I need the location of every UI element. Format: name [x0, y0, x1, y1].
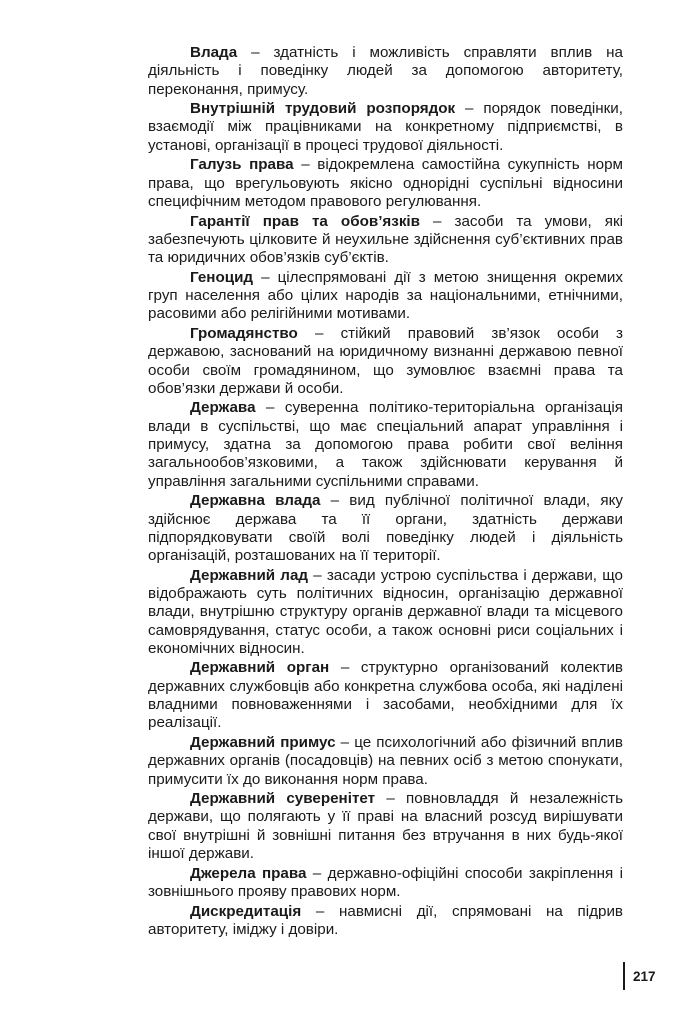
glossary-term: Держава [190, 399, 256, 417]
glossary-entry [148, 44, 623, 99]
glossary-entry [148, 269, 623, 324]
glossary-definition: – здатність і можливість справляти вплив на діяльність і поведінку людей за допомогою авторитету, переконання, примусу. [148, 44, 623, 98]
glossary-entry [148, 213, 623, 268]
footer-divider [623, 962, 625, 990]
glossary-entry [148, 567, 623, 658]
glossary-definition: – засади устрою суспільства і держави, що відображають суть політичних відносин, організацію державної влади, внутрішню структуру органів державної влади та місцевого самоврядування, статус особи, а також основні риси соціальних і економічних відносин. [148, 566, 623, 657]
glossary-entry [148, 734, 623, 789]
glossary-definition: – цілеспрямовані дії з метою знищення окремих груп населення або цілих народів за національними, етнічними, расовими або релігійними мотивами. [148, 268, 623, 323]
glossary-term: Дискредитація [190, 902, 302, 920]
glossary-definition: – відокремлена самостійна сукупність норм права, що врегульовують якісно однорідні суспільні відносини специфічним методом правового регулювання. [148, 156, 623, 210]
glossary-definition: – стійкий правовий зв’язок особи з державою, заснований на юридичному визнанні державою певної особи своїм громадянином, що зумовлює взаємні права та обов’язки держави й особи. [148, 324, 623, 397]
glossary-definition: – вид публічної політичної влади, яку здійснює держава та її органи, здатність держави підпорядковувати своїй волі поведінку людей і діяльність організацій, розташованих на її території. [148, 492, 623, 565]
glossary-term: Джерела права [190, 864, 307, 882]
glossary-entry [148, 100, 623, 155]
glossary-entry [148, 399, 623, 490]
glossary-entry [148, 325, 623, 398]
glossary-entry [148, 903, 623, 940]
glossary-definition: – суверенна політико-територіальна організація влади в суспільстві, що має спеціальний апарат управління і примусу, здатна за допомогою права робити свої веління загальнообов’язковими, а також здійснювати керування й управління загальними суспільними справами. [148, 399, 623, 490]
glossary-definition: – порядок поведінки, взаємодії між працівниками на конкретному підприємстві, в установі, організації в процесі трудової діяльності. [148, 100, 623, 154]
glossary-content [148, 44, 623, 940]
glossary-term: Гарантії прав та обов’язків [190, 212, 420, 230]
glossary-term: Державний примус [190, 733, 336, 751]
page-footer [623, 962, 656, 990]
glossary-term: Громадянство [190, 324, 298, 342]
glossary-definition: – навмисні дії, спрямовані на підрив авторитету, іміджу і довіри. [148, 902, 623, 938]
glossary-term: Галузь права [190, 156, 294, 174]
glossary-term: Державна влада [190, 492, 321, 510]
glossary-term: Державний лад [190, 566, 309, 584]
glossary-term: Влада [190, 44, 238, 61]
glossary-entry [148, 492, 623, 565]
glossary-term: Державний орган [190, 659, 330, 677]
glossary-term: Державний суверенітет [190, 790, 376, 808]
glossary-entry [148, 659, 623, 732]
glossary-definition: – засоби та умови, які забезпечують цілковите й неухильне здійснення суб’єктивних прав та юридичних обов’язків суб’єктів. [148, 212, 623, 267]
glossary-term: Внутрішній трудовий розпорядок [190, 100, 456, 118]
glossary-entry [148, 790, 623, 863]
glossary-term: Геноцид [190, 268, 254, 286]
glossary-definition: – структурно організований колектив державних службовців або конкретна службова особа, які наділені владними повноваженнями і засобами, необхідними для їх реалізації. [148, 659, 623, 732]
glossary-entry [148, 865, 623, 902]
page-number: 217 [633, 968, 656, 984]
glossary-definition: – повновладдя й незалежність держави, що полягають у її праві на власний розсуд вирішувати свої внутрішні й зовнішні питання без втручання в них будь-якої іншої держави. [148, 790, 623, 863]
glossary-definition: – це психологічний або фізичний вплив державних органів (посадовців) на певних осіб з метою спонукати, примусити їх до виконання норм права. [148, 733, 623, 788]
glossary-definition: – державно-офіційні способи закріплення і зовнішнього прояву правових норм. [148, 864, 623, 900]
glossary-entry [148, 156, 623, 211]
